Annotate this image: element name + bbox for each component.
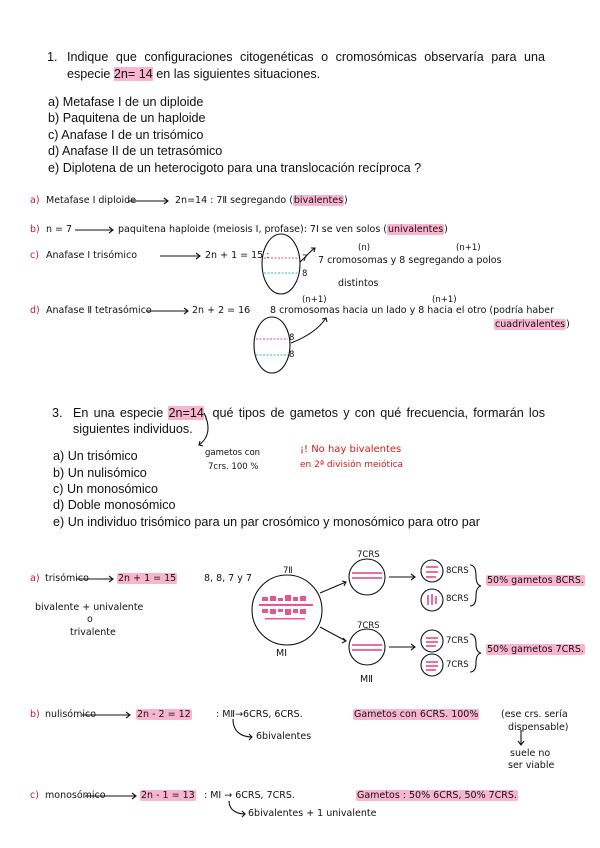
ans1-d-text1: Anafase Ⅱ tetrasómico: [46, 305, 152, 316]
ans3-b-highlight: 2n - 2 = 12: [137, 709, 191, 720]
ans3-b-note4: ser viable: [508, 760, 555, 771]
q3-highlight: 2n=14: [168, 406, 204, 420]
ans1-d-text2: 2n + 2 = 16: [192, 305, 251, 316]
ans1-c-seven: 7: [302, 254, 308, 264]
ans3-a-label: a): [30, 573, 40, 584]
ans1-d-close: ): [566, 319, 570, 330]
ans3-a-counts: 8, 8, 7 y 7: [204, 573, 252, 584]
ans3-c-highlight2: Gametos : 50% 6CRS, 50% 7CRS.: [357, 790, 517, 801]
ans1-c-n1: (n+1): [456, 243, 481, 253]
ans1-c-label: c): [30, 250, 39, 261]
q3-option-c: c) Un monosómico: [53, 482, 158, 496]
ans1-d-text3: 8 cromosomas hacia un lado y 8 hacia el otro (podría haber: [270, 305, 555, 316]
ans1-b-text2: [118, 224, 448, 235]
ans3-mii: MⅡ: [360, 674, 373, 685]
ans1-b-highlight: univalentes: [388, 224, 444, 235]
ans1-c-eight: 8: [302, 269, 308, 279]
ans1-b-text2-span: paquitena haploide (meiosis I, profase): 7Ⅰ se ven solos (: [118, 224, 387, 235]
ans3-result1-hl: 50% gametos 8CRS.: [487, 575, 584, 586]
ans3-crs-bot: 7CRS: [357, 621, 380, 631]
ans3-c-highlight: 2n - 1 = 13: [141, 790, 195, 801]
q1-option-b: b) Paquitena de un haploide: [48, 111, 206, 125]
q1-text-c: en las siguientes situaciones.: [156, 67, 321, 81]
ans1-d-eight1: 8: [289, 333, 295, 343]
ans3-gamete3: 7CRS: [446, 636, 469, 646]
ans3-a-highlight-wrap: [117, 573, 177, 584]
ans1-c-text1: Anafase Ⅰ trisómico: [46, 250, 138, 261]
ans1-d-line2: [494, 319, 570, 330]
ans3-c-text: monosómico: [45, 790, 106, 801]
ans3-result2-hl: 50% gametos 7CRS.: [487, 644, 584, 655]
ans1-c-n: (n): [358, 243, 371, 253]
ans3-b-note1: (ese crs. sería: [501, 709, 568, 720]
ans1-a-text2: [175, 195, 348, 206]
ans3-b-highlight-wrap: [136, 709, 192, 720]
ans3-gamete2: 8CRS: [446, 594, 469, 604]
ans3-cell-top: 7Ⅱ: [283, 566, 293, 576]
ans3-a-side2: o: [87, 614, 93, 625]
ans1-a-highlight: bivalentes: [293, 195, 344, 206]
ans3-b-highlight2: Gametos con 6CRS. 100%: [354, 709, 479, 720]
q1-highlight: 2n= 14: [113, 67, 153, 81]
ans1-b-close: ): [444, 224, 448, 235]
ans1-d-highlight: cuadrivalentes: [495, 319, 566, 330]
q3-note2: 7crs. 100 %: [208, 462, 259, 472]
ans3-b-label: b): [30, 709, 40, 720]
ans3-c-sub: 6bivalentes + 1 univalente: [248, 808, 377, 819]
ans1-d-n1b: (n+1): [432, 295, 457, 305]
q3-number: 3.: [52, 406, 63, 420]
q3-text-line2: siguientes individuos.: [73, 422, 193, 436]
ans3-c-highlight-wrap: [140, 790, 196, 801]
ans3-b-text: nulisómico: [45, 709, 97, 720]
q3-option-d: d) Doble monosómico: [53, 498, 176, 512]
ans1-d-eight2: 8: [289, 350, 295, 360]
ans3-result2: [486, 644, 585, 655]
ans1-a-label: a): [30, 195, 40, 206]
ans1-a-text2-span: 2n=14 : 7Ⅱ segregando (: [175, 195, 293, 206]
q3-option-e: e) Un individuo trisómico para un par crosómico y monosómico para otro par: [53, 515, 480, 529]
ans3-b-note3: suele no: [510, 748, 551, 759]
ans3-mi: MⅠ: [276, 648, 287, 659]
ans1-d-n1a: (n+1): [302, 295, 327, 305]
ans3-gamete1: 8CRS: [446, 566, 469, 576]
ans1-c-text4: distintos: [338, 278, 379, 289]
ans3-a-side1: bivalente + univalente: [35, 602, 144, 613]
ans3-a-text: trisómico: [45, 573, 89, 584]
ans3-c-highlight2-wrap: [356, 790, 518, 801]
q3-text-a: En una especie: [73, 406, 164, 420]
ans3-c-text2: : MⅠ → 6CRS, 7CRS.: [204, 790, 295, 801]
q3-red-note1: ¡! No hay bivalentes: [300, 444, 402, 455]
q1-number: 1.: [47, 50, 58, 64]
q3-text-b: , qué tipos de gametos y con qué frecuencia, formarán los: [203, 406, 546, 420]
ans3-gamete4: 7CRS: [446, 660, 469, 670]
ans3-result1: [486, 575, 585, 586]
ans1-b-label: b): [30, 224, 40, 235]
q3-red-note2: en 2ª división meiótica: [300, 460, 404, 470]
ans1-b-text1: n = 7: [46, 224, 73, 235]
q1-option-e: e) Diplotena de un heterocigoto para una translocación recíproca ?: [48, 161, 422, 175]
ans3-b-note2: dispensable): [508, 722, 569, 733]
ans1-a-close: ): [344, 195, 348, 206]
ans1-a-text1: Metafase Ⅰ diploide: [46, 195, 137, 206]
ans3-a-side3: trivalente: [70, 627, 116, 638]
ans3-b-text2: : MⅡ→6CRS, 6CRS.: [216, 709, 303, 720]
ans3-b-highlight2-wrap: [353, 709, 479, 720]
ans1-c-text2: 2n + 1 = 15 :: [205, 250, 270, 261]
ans1-d-label: d): [30, 305, 40, 316]
q3-note1: gametos con: [205, 448, 261, 458]
q1-text-b: especie: [67, 67, 111, 81]
q3-text-line1: [73, 405, 545, 422]
ans1-c-text3: 7 cromosomas y 8 segregando a polos: [318, 255, 502, 266]
q1-option-c: c) Anafase I de un trisómico: [48, 128, 204, 142]
ans3-c-label: c): [30, 790, 39, 801]
q3-option-a: a) Un trisómico: [53, 449, 138, 463]
q1-option-a: a) Metafase I de un diploide: [48, 95, 204, 109]
q1-text-line1: Indique que configuraciones citogenéticas o cromosómicas observaría para una: [67, 50, 545, 64]
ans3-a-highlight: 2n + 1 = 15: [118, 573, 177, 584]
q1-option-d: d) Anafase II de un tetrasómico: [48, 144, 223, 158]
q3-option-b: b) Un nulisómico: [53, 466, 147, 480]
ans3-crs-top: 7CRS: [357, 550, 380, 560]
ans3-b-sub: 6bivalentes: [256, 731, 312, 742]
